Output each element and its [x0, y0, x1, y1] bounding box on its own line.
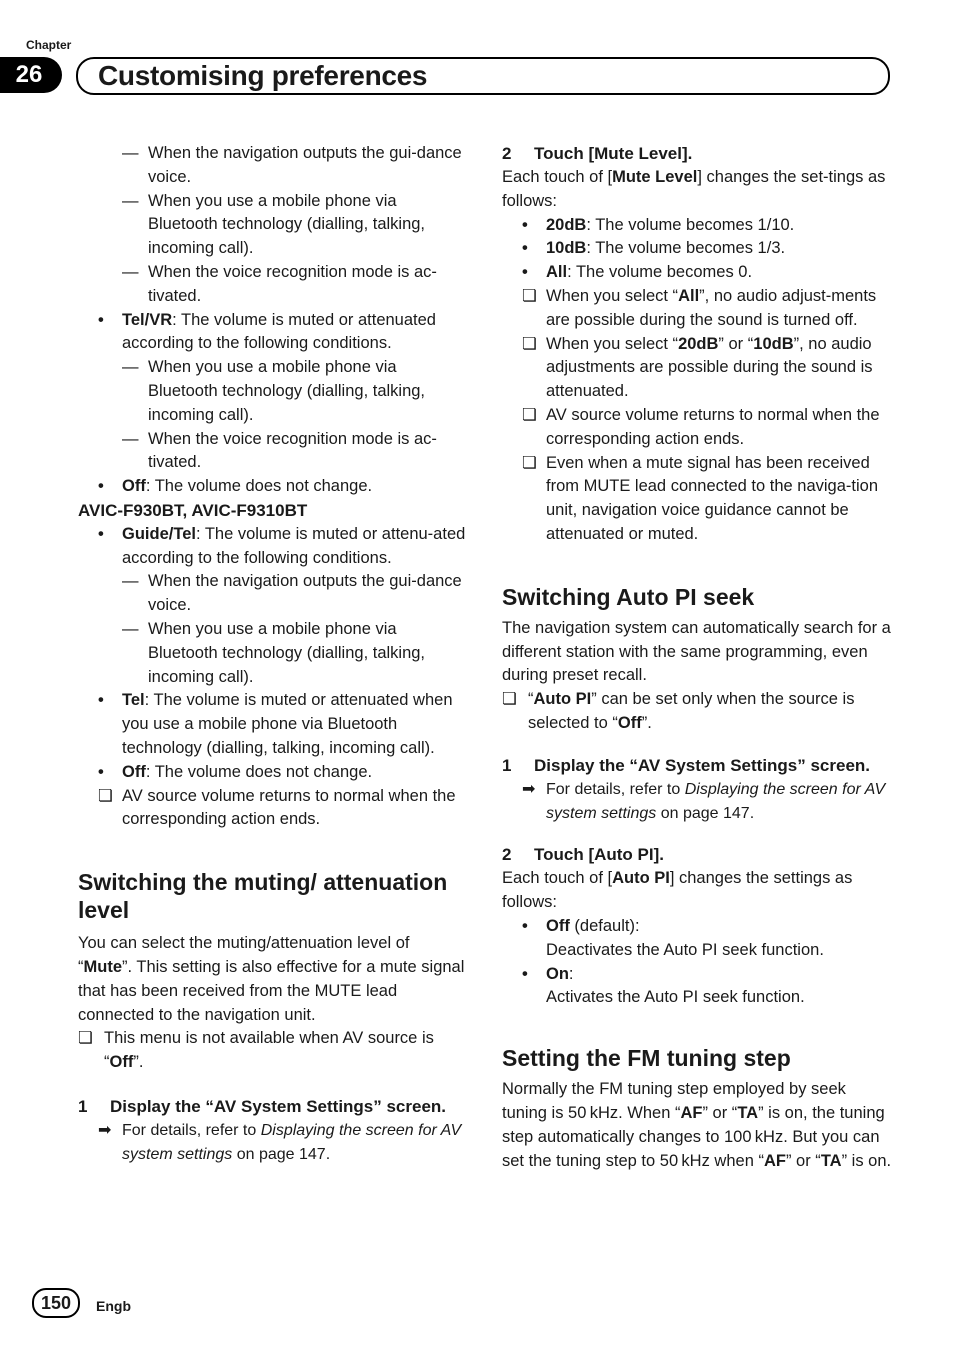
dash-item: — When you use a mobile phone via Bluetooth technology (dialling, talking, incoming call).: [122, 191, 426, 258]
dash-marker: —: [122, 429, 139, 448]
bullet-description: Activates the Auto PI seek function.: [546, 988, 805, 1007]
note-icon: ❏: [522, 286, 537, 305]
bullet-marker: •: [522, 916, 528, 935]
left-column: [78, 142, 468, 1166]
note-item: ❏ Even when a mute signal has been received from MUTE lead connected to the naviga-tion unit, navigation voice guidance cannot be attenuated or muted.: [522, 453, 879, 543]
paragraph: Each touch of [Mute Level] changes the set-tings as follows:: [502, 168, 886, 210]
bullet-item-telvr: • Tel/VR: The volume is muted or attenuated according to the following conditions.: [98, 310, 436, 353]
dash-marker: —: [122, 619, 139, 638]
bullet-description: Deactivates the Auto PI seek function.: [546, 940, 824, 959]
step-heading: 1 Display the “AV System Settings” screen.: [78, 1096, 447, 1116]
bullet-marker: •: [522, 239, 528, 258]
note-item: ❏ This menu is not available when AV source is “Off”.: [78, 1029, 434, 1072]
dash-marker: —: [122, 191, 139, 210]
bullet-item-tel: • Tel: The volume is muted or attenuated when you use a mobile phone via Bluetooth technology (dialling, talking, incoming call).: [98, 691, 453, 757]
note-icon: ❏: [522, 334, 537, 353]
paragraph: You can select the muting/attenuation level of “Mute”. This setting is also effective for a mute signal that has been received from the MUTE lead connected to the navigation unit.: [78, 934, 465, 1024]
right-column: [502, 142, 894, 1173]
paragraph: Normally the FM tuning step employed by seek tuning is 50 kHz. When “AF” or “TA” is on, the tuning step automatically changes to 100 kHz. But you can set the tuning step to 50 kHz when “AF” or “TA” is on.: [502, 1080, 892, 1170]
dash-item: — When the navigation outputs the gui-dance voice.: [122, 144, 462, 186]
bullet-marker: •: [98, 477, 104, 496]
paragraph: The navigation system can automatically search for a different station with the same programming, even during preset recall.: [502, 618, 891, 685]
reference-item: ➡ For details, refer to Displaying the screen for AV system settings on page 147.: [502, 778, 894, 826]
dash-item: — When you use a mobile phone via Bluetooth technology (dialling, talking, incoming call).: [122, 358, 426, 424]
page-number: 150: [32, 1288, 80, 1318]
bullet-item-20db: • 20dB: The volume becomes 1/10.: [502, 214, 894, 238]
dash-marker: —: [122, 262, 139, 281]
arrow-icon: ➡: [98, 1121, 112, 1139]
section-title-auto-pi: Switching Auto PI seek: [502, 583, 755, 610]
note-item: ❏ AV source volume returns to normal when the corresponding action ends.: [98, 786, 456, 829]
bullet-marker: •: [522, 215, 528, 234]
note-icon: ❏: [522, 405, 537, 424]
bullet-marker: •: [98, 762, 104, 781]
bullet-item-on: • On:: [502, 963, 894, 987]
language-code: Engb: [96, 1298, 131, 1314]
bullet-item-all: • All: The volume becomes 0.: [502, 261, 894, 285]
arrow-icon: ➡: [522, 780, 536, 798]
bullet-item-10db: • 10dB: The volume becomes 1/3.: [502, 237, 894, 261]
dash-marker: —: [122, 572, 139, 591]
chapter-label: Chapter: [26, 38, 72, 52]
note-item: ❏ AV source volume returns to normal when the corresponding action ends.: [522, 405, 880, 448]
dash-item: — When you use a mobile phone via Bluetooth technology (dialling, talking, incoming call).: [122, 619, 426, 686]
dash-marker: —: [122, 358, 139, 377]
bullet-item-off: • Off: The volume does not change.: [78, 761, 468, 785]
note-item: ❏ When you select “20dB” or “10dB”, no audio adjustments are possible during the sound is attenuated.: [522, 334, 873, 401]
dash-item: — When the navigation outputs the gui-dance voice.: [122, 572, 462, 615]
note-item: ❏ When you select “All”, no audio adjust-ments are possible during the sound is turned off.: [522, 286, 877, 329]
step-heading: 2 Touch [Auto PI].: [502, 845, 664, 865]
note-icon: ❏: [522, 453, 537, 472]
dash-marker: —: [122, 144, 139, 162]
paragraph: Each touch of [Auto PI] changes the settings as follows:: [502, 869, 853, 912]
model-heading: AVIC-F930BT, AVIC-F9310BT: [78, 500, 308, 520]
reference-link[interactable]: Displaying the screen for AV system settings: [122, 1121, 462, 1163]
step-heading: 2 Touch [Mute Level].: [502, 144, 693, 163]
reference-item: ➡ For details, refer to Displaying the screen for AV system settings on page 147.: [78, 1119, 468, 1167]
dash-item: — When the voice recognition mode is ac-tivated.: [122, 429, 437, 472]
reference-link[interactable]: Displaying the screen for AV system settings: [546, 780, 886, 822]
note-icon: ❏: [78, 1029, 93, 1048]
bullet-marker: •: [522, 263, 528, 282]
bullet-marker: •: [98, 691, 104, 710]
step-heading: 1 Display the “AV System Settings” screen.: [502, 755, 871, 775]
section-title-fm-step: Setting the FM tuning step: [502, 1045, 791, 1072]
bullet-item-guidetel: • Guide/Tel: The volume is muted or attenu-ated according to the following conditions.: [98, 524, 466, 567]
chapter-number-badge: 26: [0, 57, 62, 93]
section-title-muting: Switching the muting/ attenuation level: [78, 869, 448, 924]
dash-item: — When the voice recognition mode is ac-tivated.: [122, 262, 437, 305]
page-title: Customising preferences: [98, 60, 428, 91]
bullet-item-off: • Off (default):: [502, 915, 894, 939]
bullet-item-off: • Off: The volume does not change.: [78, 475, 468, 499]
note-item: ❏ “Auto PI” can be set only when the source is selected to “Off”.: [502, 690, 855, 732]
note-icon: ❏: [502, 690, 517, 709]
bullet-marker: •: [522, 964, 528, 983]
bullet-marker: •: [98, 524, 104, 543]
note-icon: ❏: [98, 786, 113, 805]
bullet-marker: •: [98, 310, 104, 329]
